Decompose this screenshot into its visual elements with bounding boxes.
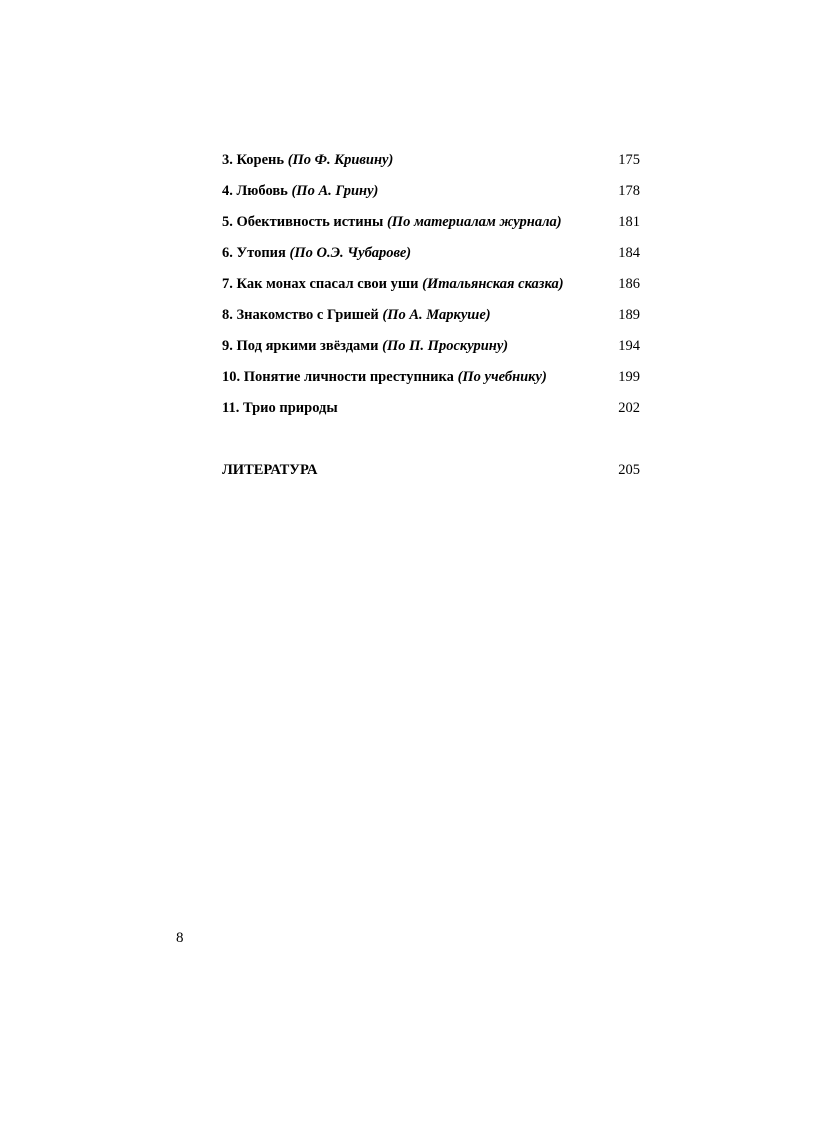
toc-entry-author: (По Ф. Кривину): [287, 152, 394, 168]
toc-entry-title: 5. Обективность истины (По материалам журнала): [222, 214, 562, 230]
toc-entry-page: 184: [618, 245, 640, 261]
toc-entry-page: 186: [618, 276, 640, 292]
toc-entry-author: (По материалам журнала): [386, 214, 562, 230]
toc-entry-page: 178: [618, 183, 640, 199]
toc-entry-author: (По О.Э. Чубарове): [289, 245, 412, 261]
toc-entry-title: 4. Любовь (По А. Грину): [222, 183, 379, 199]
toc-entry-page: 205: [618, 462, 640, 478]
toc-entry: [222, 336, 640, 367]
toc-entry-title: 8. Знакомство с Гришей (По А. Маркуше): [222, 307, 491, 323]
toc-entry: [222, 181, 640, 212]
toc-entry-author: (Итальянская сказка): [422, 276, 564, 292]
toc-entry-author: (По учебнику): [457, 369, 547, 385]
toc-entry-title: 7. Как монах спасал свои уши (Итальянская сказка): [222, 276, 564, 292]
toc-entry: [222, 150, 640, 181]
toc-entry-title: 3. Корень (По Ф. Кривину): [222, 152, 394, 168]
toc-entry: [222, 274, 640, 305]
toc-entry-page: 181: [618, 214, 640, 230]
toc-entry-title: 6. Утопия (По О.Э. Чубарове): [222, 245, 412, 261]
toc-entry-author: (По П. Проскурину): [382, 338, 509, 354]
toc-entry: [222, 243, 640, 274]
toc-entry: [222, 305, 640, 336]
table-of-contents: [222, 150, 640, 491]
toc-entry-page: 199: [618, 369, 640, 385]
toc-entry-page: 194: [618, 338, 640, 354]
toc-entry-page: 202: [618, 400, 640, 416]
toc-entry-author: (По А. Маркуше): [382, 307, 491, 323]
toc-entry-page: 175: [618, 152, 640, 168]
toc-entry-title: 10. Понятие личности преступника (По учебнику): [222, 369, 547, 385]
toc-entry-page: 189: [618, 307, 640, 323]
toc-entry: [222, 212, 640, 243]
toc-entry: [222, 398, 640, 429]
spacer: [222, 429, 640, 460]
page-number: 8: [176, 930, 184, 946]
toc-entry-title: 9. Под яркими звёздами (По П. Проскурину): [222, 338, 509, 354]
toc-entry-title: 11. Трио природы: [222, 400, 338, 416]
toc-entry-title: ЛИТЕРАТУРА: [222, 462, 318, 478]
toc-entry-author: (По А. Грину): [291, 183, 379, 199]
toc-entry: [222, 367, 640, 398]
toc-entry-literature: [222, 460, 640, 491]
